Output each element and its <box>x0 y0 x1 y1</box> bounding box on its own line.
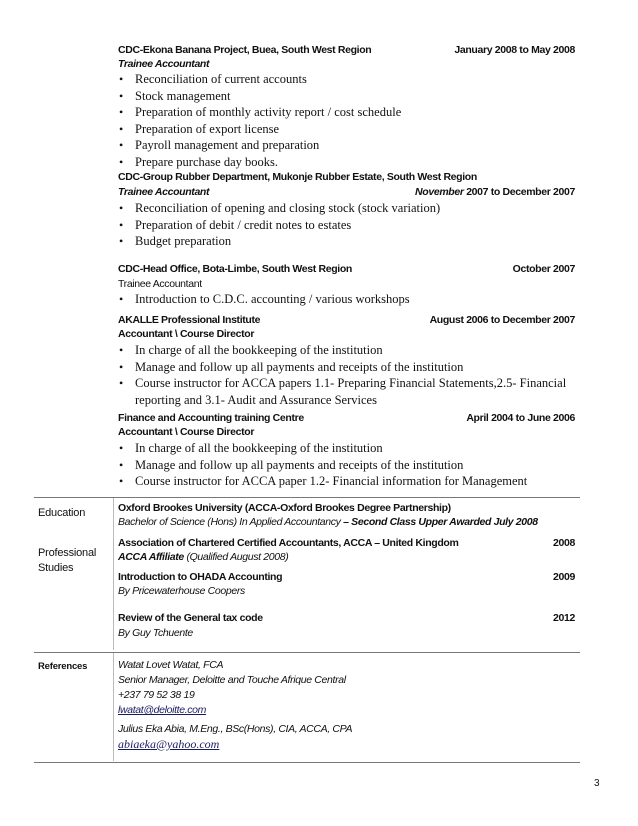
education-label: Education <box>38 507 86 519</box>
prof-3-title: Review of the General tax code <box>118 612 263 624</box>
column-divider <box>113 498 114 650</box>
job-4-duties <box>118 342 575 408</box>
ref-1-email-link[interactable]: lwatat@deloitte.com <box>118 704 207 716</box>
job-4-org: AKALLE Professional Institute <box>118 314 261 326</box>
references-label: References <box>38 661 88 672</box>
list-item: • Manage and follow up all payments and receipts of the institution <box>118 359 575 376</box>
job-5-duties <box>118 440 527 490</box>
education-honours: – Second Class Upper Awarded July 2008 <box>343 516 538 528</box>
job-3-dates: October 2007 <box>512 263 575 275</box>
section-divider <box>34 497 580 498</box>
prof-3-sub: By Guy Tchuente <box>118 627 193 639</box>
prof-2-year: 2009 <box>553 571 575 583</box>
list-item: • Preparation of monthly activity report / cost schedule <box>118 104 401 121</box>
list-item: • Reconciliation of opening and closing stock (stock variation) <box>118 200 440 217</box>
professional-label-line1: Professional <box>38 547 97 559</box>
list-item: • In charge of all the bookkeeping of the institution <box>118 440 527 457</box>
job-5-dates: April 2004 to June 2006 <box>466 412 575 424</box>
job-2-dates: November 2007 to December 2007 <box>415 186 575 198</box>
education-title: Oxford Brookes University (ACCA-Oxford Brookes Degree Partnership) <box>118 502 451 514</box>
job-3-role: Trainee Accountant <box>118 278 202 290</box>
list-item: • Stock management <box>118 88 401 105</box>
prof-1-sub: ACCA Affiliate (Qualified August 2008) <box>118 551 289 563</box>
prof-1-year: 2008 <box>553 537 575 549</box>
job-1-org: CDC-Ekona Banana Project, Buea, South West Region <box>118 44 372 56</box>
ref-2-email-link[interactable]: abiaeka@yahoo.com <box>118 737 220 751</box>
job-1-duties <box>118 71 401 170</box>
ref-1-name: Watat Lovet Watat, FCA <box>118 659 224 671</box>
column-divider <box>113 653 114 761</box>
list-item: • Reconciliation of current accounts <box>118 71 401 88</box>
prof-3-year: 2012 <box>553 612 575 624</box>
ref-1-position: Senior Manager, Deloitte and Touche Afrique Central <box>118 674 346 686</box>
list-item: • Introduction to C.D.C. accounting / various workshops <box>118 291 410 308</box>
job-2-role: Trainee Accountant <box>118 186 210 198</box>
job-2-org: CDC-Group Rubber Department, Mukonje Rubber Estate, South West Region <box>118 171 477 183</box>
job-2-dates-month: November <box>415 186 464 198</box>
prof-1-title: Association of Chartered Certified Accountants, ACCA – United Kingdom <box>118 537 459 549</box>
ref-2-name: Julius Eka Abia, M.Eng., BSc(Hons), CIA, ACCA, CPA <box>118 723 353 735</box>
list-item: • In charge of all the bookkeeping of the institution <box>118 342 575 359</box>
list-item: • Preparation of export license <box>118 121 401 138</box>
page-number: 3 <box>594 778 600 789</box>
prof-2-sub: By Pricewaterhouse Coopers <box>118 585 245 597</box>
job-5-role: Accountant \ Course Director <box>118 426 255 438</box>
education-degree: Bachelor of Science (Hons) In Applied Accountancy – Second Class Upper Awarded July 2008 <box>118 516 538 528</box>
list-item: • Prepare purchase day books. <box>118 154 401 171</box>
job-4-dates: August 2006 to December 2007 <box>429 314 575 326</box>
list-item: • Preparation of debit / credit notes to estates <box>118 217 440 234</box>
list-item: • Manage and follow up all payments and receipts of the institution <box>118 457 527 474</box>
prof-2-title: Introduction to OHADA Accounting <box>118 571 283 583</box>
job-3-org: CDC-Head Office, Bota-Limbe, South West Region <box>118 263 352 275</box>
job-4-role: Accountant \ Course Director <box>118 328 255 340</box>
ref-1-phone: +237 79 52 38 19 <box>118 689 195 701</box>
list-item: • Course instructor for ACCA paper 1.2- Financial information for Management <box>118 473 527 490</box>
professional-label-line2: Studies <box>38 562 74 574</box>
job-1-role: Trainee Accountant <box>118 58 210 70</box>
list-item: • Budget preparation <box>118 233 440 250</box>
section-divider <box>34 762 580 763</box>
job-3-duties <box>118 291 410 308</box>
job-2-duties <box>118 200 440 250</box>
job-1-dates: January 2008 to May 2008 <box>454 44 575 56</box>
job-5-org: Finance and Accounting training Centre <box>118 412 304 424</box>
section-divider <box>34 652 580 653</box>
list-item: • Payroll management and preparation <box>118 137 401 154</box>
list-item: • Course instructor for ACCA papers 1.1- Preparing Financial Statements,2.5- Financial reporting and 3.1- Audit and Assurance Services <box>118 375 575 408</box>
